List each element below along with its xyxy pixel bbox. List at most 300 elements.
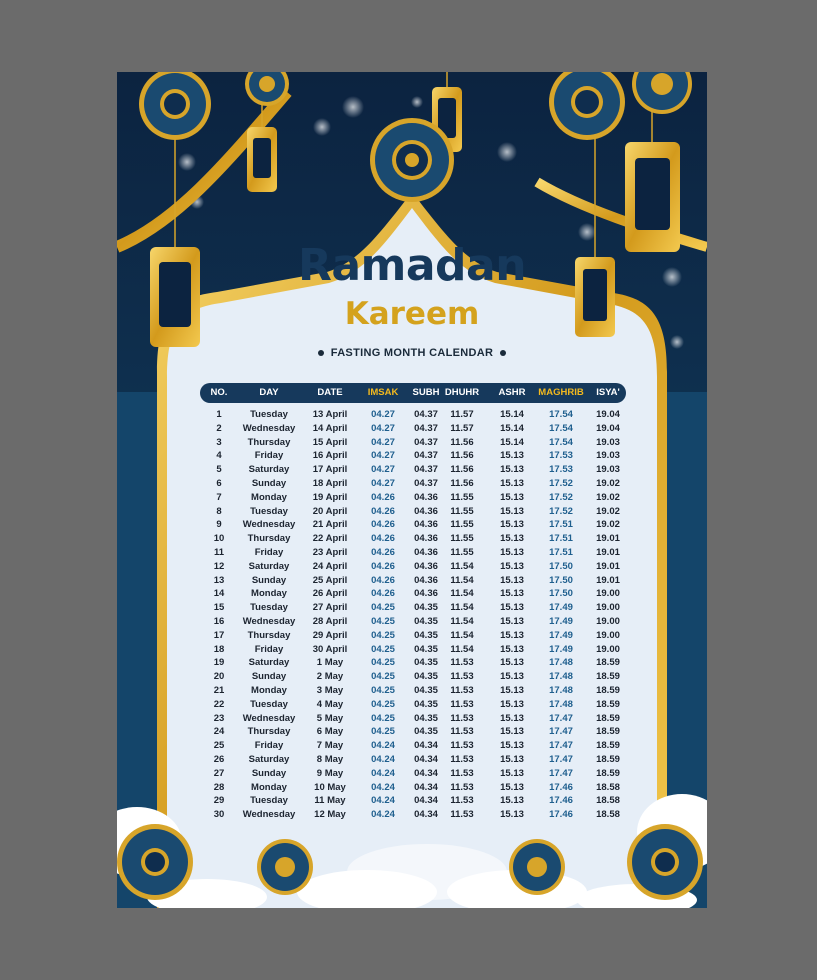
cell-day: Thursday <box>247 533 291 545</box>
table-row <box>200 602 626 616</box>
cell-imsak: 04.25 <box>371 602 395 614</box>
cell-date: 1 May <box>316 657 344 669</box>
cell-no: 1 <box>216 409 222 420</box>
cell-date: 22 April <box>312 533 348 545</box>
cell-isya: 18.59 <box>596 657 620 669</box>
cell-ashr: 15.13 <box>500 533 524 545</box>
cell-imsak: 04.27 <box>371 450 395 462</box>
cell-dhuhr: 11.53 <box>450 740 474 752</box>
cell-no: 4 <box>216 450 222 462</box>
cell-dhuhr: 11.53 <box>450 753 474 765</box>
cell-imsak: 04.25 <box>371 615 395 627</box>
cell-isya: 19.02 <box>596 519 620 531</box>
cell-date: 4 May <box>316 698 344 710</box>
cell-dhuhr: 11.53 <box>450 795 474 807</box>
cell-no: 21 <box>213 684 225 696</box>
cell-dhuhr: 11.54 <box>450 615 474 627</box>
cell-day: Sunday <box>251 671 287 683</box>
cell-date: 16 April <box>312 450 348 462</box>
cell-date: 18 April <box>312 477 348 489</box>
cell-day: Saturday <box>248 753 290 765</box>
cell-ashr: 15.13 <box>500 560 524 572</box>
cell-imsak: 04.25 <box>371 629 395 641</box>
cell-dhuhr: 11.53 <box>450 671 474 683</box>
table-row <box>200 657 626 671</box>
cell-dhuhr: 11.56 <box>450 450 474 462</box>
cell-dhuhr: 11.53 <box>450 684 474 696</box>
cell-ashr: 15.13 <box>500 629 524 641</box>
cell-imsak: 04.24 <box>371 795 395 807</box>
cell-ashr: 15.14 <box>500 422 524 434</box>
table-row <box>200 616 626 630</box>
cell-day: Monday <box>251 781 287 793</box>
cell-isya: 18.59 <box>596 740 620 752</box>
cell-subh: 04.37 <box>414 450 438 462</box>
cell-dhuhr: 11.55 <box>450 491 474 503</box>
cell-dhuhr: 11.54 <box>450 588 474 600</box>
cell-imsak: 04.26 <box>371 533 395 545</box>
cell-day: Saturday <box>248 657 290 669</box>
cell-isya: 19.03 <box>596 450 620 462</box>
column-header-no: NO. <box>210 387 228 398</box>
cell-imsak: 04.27 <box>371 436 395 448</box>
cell-subh: 04.35 <box>414 684 438 696</box>
cell-day: Friday <box>254 740 284 752</box>
cell-date: 8 May <box>316 753 344 765</box>
cell-subh: 04.37 <box>414 436 438 448</box>
cell-date: 28 April <box>312 615 348 627</box>
cell-maghrib: 17.51 <box>549 519 573 531</box>
flower-ornament-icon <box>117 824 193 900</box>
cell-maghrib: 17.46 <box>549 809 573 821</box>
table-row <box>200 478 626 492</box>
table-row <box>200 533 626 547</box>
table-row <box>200 699 626 713</box>
cell-subh: 04.34 <box>414 767 438 779</box>
cell-date: 13 April <box>312 409 348 420</box>
cell-isya: 18.58 <box>596 809 620 821</box>
cell-maghrib: 17.49 <box>549 629 573 641</box>
cell-ashr: 15.13 <box>500 615 524 627</box>
cell-isya: 19.00 <box>596 602 620 614</box>
cell-ashr: 15.13 <box>500 546 524 558</box>
cell-day: Tuesday <box>250 795 288 807</box>
cell-isya: 19.02 <box>596 505 620 517</box>
cell-isya: 18.59 <box>596 753 620 765</box>
column-header-imsak: IMSAK <box>367 387 399 398</box>
cell-maghrib: 17.48 <box>549 671 573 683</box>
cell-dhuhr: 11.57 <box>450 409 474 420</box>
cell-date: 15 April <box>312 436 348 448</box>
cell-subh: 04.37 <box>414 464 438 476</box>
cell-ashr: 15.13 <box>500 809 524 821</box>
cell-day: Saturday <box>248 560 290 572</box>
cell-date: 25 April <box>312 574 348 586</box>
cell-date: 19 April <box>312 491 348 503</box>
cell-maghrib: 17.46 <box>549 795 573 807</box>
cell-maghrib: 17.51 <box>549 533 573 545</box>
cell-no: 3 <box>216 436 222 448</box>
table-row <box>200 588 626 602</box>
cell-subh: 04.34 <box>414 795 438 807</box>
cell-no: 8 <box>216 505 222 517</box>
column-header-subh: SUBH <box>412 387 440 398</box>
flower-ornament-icon <box>370 118 454 202</box>
cell-no: 14 <box>213 588 225 600</box>
table-row <box>200 409 626 423</box>
poster-title: Ramadan <box>297 240 527 291</box>
cell-imsak: 04.24 <box>371 753 395 765</box>
cell-imsak: 04.25 <box>371 726 395 738</box>
cell-maghrib: 17.47 <box>549 740 573 752</box>
cell-day: Thursday <box>247 726 291 738</box>
cell-ashr: 15.13 <box>500 767 524 779</box>
cell-isya: 18.59 <box>596 712 620 724</box>
cell-ashr: 15.13 <box>500 781 524 793</box>
column-header-date: DATE <box>317 387 343 398</box>
cell-subh: 04.36 <box>414 588 438 600</box>
table-row <box>200 809 626 823</box>
cell-date: 27 April <box>312 602 348 614</box>
cell-day: Friday <box>254 450 284 462</box>
cell-day: Wednesday <box>242 519 296 531</box>
table-row <box>200 437 626 451</box>
column-header-dhuhr: DHUHR <box>444 387 480 398</box>
cell-maghrib: 17.49 <box>549 602 573 614</box>
cell-subh: 04.35 <box>414 615 438 627</box>
cell-isya: 18.58 <box>596 795 620 807</box>
cell-ashr: 15.13 <box>500 795 524 807</box>
cell-isya: 18.59 <box>596 698 620 710</box>
cell-day: Sunday <box>251 767 287 779</box>
cell-imsak: 04.26 <box>371 519 395 531</box>
cell-day: Wednesday <box>242 422 296 434</box>
cell-day: Tuesday <box>250 602 288 614</box>
cell-imsak: 04.26 <box>371 588 395 600</box>
cell-isya: 18.59 <box>596 671 620 683</box>
cell-day: Wednesday <box>242 809 296 821</box>
cell-imsak: 04.25 <box>371 671 395 683</box>
cell-no: 2 <box>216 422 222 434</box>
cell-maghrib: 17.50 <box>549 588 573 600</box>
cell-imsak: 04.26 <box>371 560 395 572</box>
cell-date: 14 April <box>312 422 348 434</box>
cell-subh: 04.37 <box>414 422 438 434</box>
cell-date: 29 April <box>312 629 348 641</box>
cell-dhuhr: 11.55 <box>450 533 474 545</box>
cell-isya: 19.00 <box>596 643 620 655</box>
table-row <box>200 726 626 740</box>
cell-subh: 04.34 <box>414 740 438 752</box>
cell-day: Sunday <box>251 477 287 489</box>
cell-subh: 04.36 <box>414 519 438 531</box>
cell-maghrib: 17.47 <box>549 767 573 779</box>
cell-day: Monday <box>251 684 287 696</box>
table-row <box>200 795 626 809</box>
cell-date: 30 April <box>312 643 348 655</box>
cell-date: 24 April <box>312 560 348 572</box>
cell-no: 28 <box>213 781 225 793</box>
cell-isya: 19.01 <box>596 574 620 586</box>
cell-imsak: 04.25 <box>371 698 395 710</box>
cell-ashr: 15.13 <box>500 698 524 710</box>
cell-imsak: 04.27 <box>371 464 395 476</box>
cell-subh: 04.35 <box>414 657 438 669</box>
cell-no: 11 <box>213 546 225 558</box>
table-row <box>200 464 626 478</box>
cell-dhuhr: 11.57 <box>450 422 474 434</box>
cell-ashr: 15.13 <box>500 477 524 489</box>
table-header <box>200 383 626 403</box>
cell-isya: 19.01 <box>596 546 620 558</box>
cell-dhuhr: 11.55 <box>450 546 474 558</box>
cell-date: 7 May <box>316 740 344 752</box>
table-row <box>200 685 626 699</box>
cell-maghrib: 17.54 <box>549 436 573 448</box>
flower-ornament-icon <box>509 839 565 895</box>
cell-no: 30 <box>213 809 225 821</box>
cell-maghrib: 17.48 <box>549 698 573 710</box>
cell-day: Friday <box>254 546 284 558</box>
cell-imsak: 04.25 <box>371 712 395 724</box>
cell-isya: 19.04 <box>596 422 620 434</box>
cell-day: Monday <box>251 491 287 503</box>
cell-no: 26 <box>213 753 225 765</box>
cell-no: 7 <box>216 491 222 503</box>
cell-isya: 18.58 <box>596 781 620 793</box>
cell-date: 6 May <box>316 726 344 738</box>
cell-date: 5 May <box>316 712 344 724</box>
cell-ashr: 15.14 <box>500 409 524 420</box>
cell-dhuhr: 11.55 <box>450 505 474 517</box>
cell-subh: 04.34 <box>414 753 438 765</box>
cell-no: 23 <box>213 712 225 724</box>
cell-date: 10 May <box>314 781 346 793</box>
cell-ashr: 15.13 <box>500 505 524 517</box>
cell-subh: 04.35 <box>414 671 438 683</box>
column-header-day: DAY <box>259 387 279 398</box>
cell-dhuhr: 11.53 <box>450 809 474 821</box>
cell-dhuhr: 11.53 <box>450 657 474 669</box>
cell-ashr: 15.13 <box>500 643 524 655</box>
cell-subh: 04.34 <box>414 809 438 821</box>
cell-day: Wednesday <box>242 615 296 627</box>
cell-subh: 04.36 <box>414 560 438 572</box>
cell-imsak: 04.25 <box>371 643 395 655</box>
cell-no: 25 <box>213 740 225 752</box>
cell-subh: 04.36 <box>414 491 438 503</box>
cell-isya: 19.03 <box>596 436 620 448</box>
cell-ashr: 15.13 <box>500 519 524 531</box>
column-header-isya: ISYA' <box>596 387 620 398</box>
cell-dhuhr: 11.53 <box>450 781 474 793</box>
cell-subh: 04.37 <box>414 477 438 489</box>
cell-imsak: 04.26 <box>371 491 395 503</box>
cell-subh: 04.36 <box>414 546 438 558</box>
table-row <box>200 630 626 644</box>
cell-subh: 04.35 <box>414 712 438 724</box>
cell-dhuhr: 11.54 <box>450 560 474 572</box>
cell-dhuhr: 11.55 <box>450 519 474 531</box>
cell-isya: 19.01 <box>596 533 620 545</box>
cell-ashr: 15.13 <box>500 712 524 724</box>
table-row <box>200 754 626 768</box>
cell-date: 2 May <box>316 671 344 683</box>
cell-maghrib: 17.52 <box>549 477 573 489</box>
cell-date: 20 April <box>312 505 348 517</box>
table-row <box>200 492 626 506</box>
cell-maghrib: 17.47 <box>549 726 573 738</box>
cell-maghrib: 17.53 <box>549 464 573 476</box>
cell-ashr: 15.14 <box>500 436 524 448</box>
cell-maghrib: 17.47 <box>549 753 573 765</box>
cell-imsak: 04.24 <box>371 809 395 821</box>
cell-date: 9 May <box>316 767 344 779</box>
cell-imsak: 04.26 <box>371 505 395 517</box>
cell-maghrib: 17.52 <box>549 491 573 503</box>
cell-no: 17 <box>213 629 225 641</box>
table-row <box>200 768 626 782</box>
bullet-icon <box>500 350 506 356</box>
cell-dhuhr: 11.56 <box>450 436 474 448</box>
cell-maghrib: 17.54 <box>549 409 573 420</box>
cell-dhuhr: 11.54 <box>450 643 474 655</box>
cell-isya: 18.59 <box>596 767 620 779</box>
tagline-text: FASTING MONTH CALENDAR <box>330 347 494 359</box>
table-row <box>200 713 626 727</box>
cell-isya: 19.04 <box>596 409 620 420</box>
bullet-icon <box>318 350 324 356</box>
cell-imsak: 04.27 <box>371 422 395 434</box>
cell-ashr: 15.13 <box>500 671 524 683</box>
cell-dhuhr: 11.53 <box>450 726 474 738</box>
poster-subtitle-script: Kareem <box>344 296 480 332</box>
cell-imsak: 04.24 <box>371 781 395 793</box>
cell-dhuhr: 11.53 <box>450 698 474 710</box>
cell-date: 26 April <box>312 588 348 600</box>
cell-maghrib: 17.49 <box>549 615 573 627</box>
cell-imsak: 04.24 <box>371 740 395 752</box>
cell-day: Saturday <box>248 464 290 476</box>
cell-day: Tuesday <box>250 698 288 710</box>
cell-no: 27 <box>213 767 225 779</box>
cell-ashr: 15.13 <box>500 657 524 669</box>
cell-no: 6 <box>216 477 222 489</box>
cell-maghrib: 17.52 <box>549 505 573 517</box>
table-row <box>200 519 626 533</box>
cell-isya: 19.01 <box>596 560 620 572</box>
cell-maghrib: 17.48 <box>549 657 573 669</box>
cell-day: Tuesday <box>250 505 288 517</box>
cell-ashr: 15.13 <box>500 740 524 752</box>
cell-dhuhr: 11.54 <box>450 574 474 586</box>
cell-no: 15 <box>213 602 225 614</box>
cell-ashr: 15.13 <box>500 588 524 600</box>
cell-no: 19 <box>213 657 225 669</box>
cell-isya: 19.02 <box>596 491 620 503</box>
cell-subh: 04.37 <box>414 409 438 420</box>
cell-date: 11 May <box>314 795 346 807</box>
cell-subh: 04.35 <box>414 602 438 614</box>
cell-date: 12 May <box>314 809 346 821</box>
cell-ashr: 15.13 <box>500 450 524 462</box>
table-row <box>200 740 626 754</box>
cell-isya: 19.00 <box>596 629 620 641</box>
cell-day: Friday <box>254 643 284 655</box>
cell-ashr: 15.13 <box>500 602 524 614</box>
cell-ashr: 15.13 <box>500 726 524 738</box>
table-row <box>200 506 626 520</box>
flower-ornament-icon <box>257 839 313 895</box>
cell-no: 10 <box>213 533 225 545</box>
cell-isya: 19.00 <box>596 615 620 627</box>
cell-ashr: 15.13 <box>500 464 524 476</box>
cell-no: 29 <box>213 795 225 807</box>
schedule-table <box>200 409 626 823</box>
cell-dhuhr: 11.54 <box>450 602 474 614</box>
cell-imsak: 04.25 <box>371 684 395 696</box>
column-header-ashr: ASHR <box>498 387 526 398</box>
cell-no: 5 <box>216 464 222 476</box>
cell-maghrib: 17.48 <box>549 684 573 696</box>
cell-isya: 19.02 <box>596 477 620 489</box>
cell-imsak: 04.25 <box>371 657 395 669</box>
table-row <box>200 575 626 589</box>
cell-no: 20 <box>213 671 225 683</box>
cell-subh: 04.35 <box>414 726 438 738</box>
cell-day: Tuesday <box>250 409 288 420</box>
table-row <box>200 547 626 561</box>
cell-subh: 04.35 <box>414 698 438 710</box>
cell-maghrib: 17.49 <box>549 643 573 655</box>
cell-day: Thursday <box>247 436 291 448</box>
cell-imsak: 04.27 <box>371 409 395 420</box>
cell-no: 13 <box>213 574 225 586</box>
cell-maghrib: 17.51 <box>549 546 573 558</box>
cell-imsak: 04.24 <box>371 767 395 779</box>
column-header-maghrib: MAGHRIB <box>538 387 584 398</box>
cell-subh: 04.36 <box>414 533 438 545</box>
cell-no: 9 <box>216 519 222 531</box>
cell-isya: 19.00 <box>596 588 620 600</box>
cell-maghrib: 17.46 <box>549 781 573 793</box>
cell-subh: 04.35 <box>414 629 438 641</box>
cell-date: 21 April <box>312 519 348 531</box>
cell-day: Wednesday <box>242 712 296 724</box>
cell-dhuhr: 11.56 <box>450 477 474 489</box>
table-row <box>200 671 626 685</box>
table-row <box>200 644 626 658</box>
cell-dhuhr: 11.53 <box>450 767 474 779</box>
cell-dhuhr: 11.54 <box>450 629 474 641</box>
cell-ashr: 15.13 <box>500 684 524 696</box>
cell-ashr: 15.13 <box>500 574 524 586</box>
cell-dhuhr: 11.56 <box>450 464 474 476</box>
cell-no: 12 <box>213 560 225 572</box>
cell-day: Sunday <box>251 574 287 586</box>
cell-subh: 04.36 <box>414 574 438 586</box>
cell-maghrib: 17.53 <box>549 450 573 462</box>
cell-ashr: 15.13 <box>500 491 524 503</box>
cell-maghrib: 17.47 <box>549 712 573 724</box>
cell-imsak: 04.26 <box>371 546 395 558</box>
cell-date: 23 April <box>312 546 348 558</box>
cell-no: 24 <box>213 726 225 738</box>
cell-isya: 19.03 <box>596 464 620 476</box>
cell-subh: 04.34 <box>414 781 438 793</box>
ramadan-calendar-poster <box>117 72 707 908</box>
tagline <box>117 347 707 359</box>
